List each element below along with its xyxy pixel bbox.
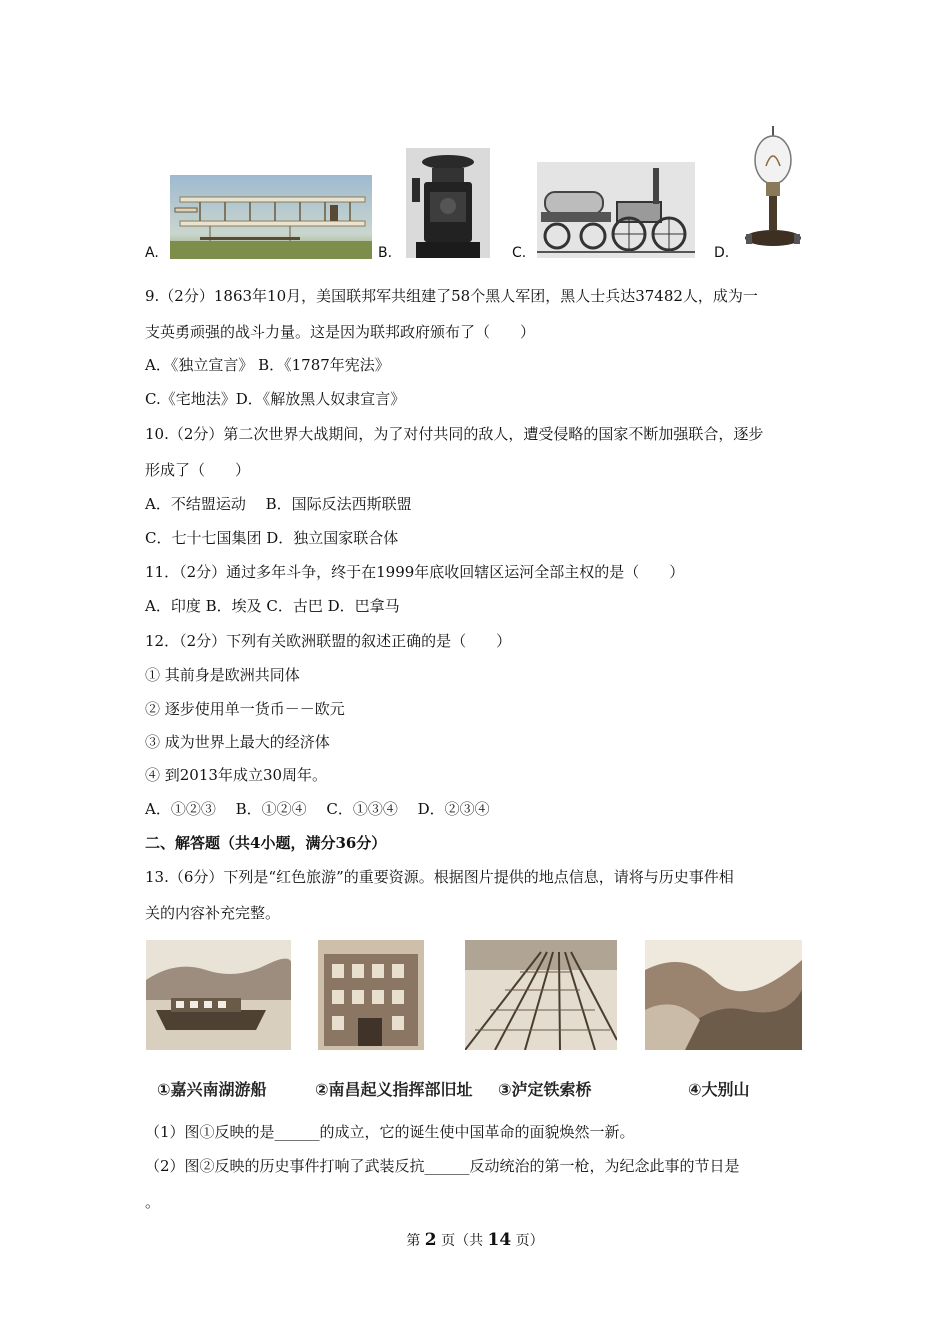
image-caption-3: ③泸定铁索桥 — [498, 1080, 592, 1099]
q12-stem: 12．（2分）下列有关欧洲联盟的叙述正确的是（ ） — [145, 632, 512, 650]
dabie-mountain-image — [645, 940, 802, 1050]
q12-options: A．①②③ B．①②④ C．①③④ D．②③④ — [145, 800, 490, 818]
telephone-image — [406, 148, 490, 258]
luding-bridge-image — [465, 940, 617, 1050]
light-bulb-image — [742, 126, 804, 258]
page-footer — [0, 1230, 950, 1250]
q12-item-4: ④ 到2013年成立30周年。 — [145, 766, 328, 784]
locomotive-image — [537, 162, 695, 258]
image-caption-2: ②南昌起义指挥部旧址 — [315, 1080, 473, 1099]
q9-options-cd: C.《宅地法》D．《解放黑人奴隶宣言》 — [145, 390, 406, 408]
image-caption-1: ①嘉兴南湖游船 — [157, 1080, 267, 1099]
q12-item-2: ② 逐步使用单一货币－－欧元 — [145, 700, 345, 718]
footer-suffix: 页） — [515, 1233, 544, 1249]
nanchang-building-image — [318, 940, 424, 1050]
q11-stem: 11．（2分）通过多年斗争，终于在1999年底收回辖区运河全部主权的是（ ） — [145, 563, 685, 581]
q9-options-ab: A．《独立宣言》 B．《1787年宪法》 — [145, 356, 390, 374]
q9-stem-line1: 9.（2分）1863年10月，美国联邦军共组建了58个黑人军团，黑人士兵达37482人，成为一 — [145, 287, 758, 305]
jiaxing-boat-image — [146, 940, 291, 1050]
q13-stem-line2: 关的内容补充完整。 — [145, 904, 281, 922]
q10-options-cd: C．七十七国集团 D．独立国家联合体 — [145, 529, 399, 547]
q8-option-c-label: C. — [512, 245, 527, 261]
q10-options-ab: A．不结盟运动 B．国际反法西斯联盟 — [145, 495, 412, 513]
q10-stem-line2: 形成了（ ） — [145, 461, 251, 479]
q9-stem-line2: 支英勇顽强的战斗力量。这是因为联邦政府颁布了（ ） — [145, 323, 536, 341]
airplane-image — [170, 175, 372, 259]
q12-item-3: ③ 成为世界上最大的经济体 — [145, 733, 330, 751]
image-caption-4: ④大别山 — [688, 1080, 750, 1099]
q8-option-a-label: A. — [145, 245, 159, 261]
q10-stem-line1: 10.（2分）第二次世界大战期间，为了对付共同的敌人，遭受侵略的国家不断加强联合，逐步 — [145, 425, 764, 443]
q8-option-d-label: D. — [714, 245, 730, 261]
q13-sub-question-1: （1）图①反映的是______的成立，它的诞生使中国革命的面貌焕然一新。 — [145, 1123, 635, 1141]
q13-sub-question-2-end: 。 — [145, 1193, 161, 1211]
q8-option-b-label: B. — [378, 245, 393, 261]
q12-item-1: ① 其前身是欧洲共同体 — [145, 666, 300, 684]
total-page-count: 14 — [487, 1230, 512, 1250]
q13-sub-question-2: （2）图②反映的历史事件打响了武装反抗______反动统治的第一枪，为纪念此事的节日是 — [145, 1157, 740, 1175]
footer-prefix: 第 — [406, 1233, 421, 1249]
q13-stem-line1: 13.（6分）下列是“红色旅游”的重要资源。根据图片提供的地点信息，请将与历史事件相 — [145, 868, 734, 886]
q11-options: A．印度 B．埃及 C．古巴 D．巴拿马 — [145, 597, 400, 615]
footer-middle: 页（共 — [441, 1233, 484, 1249]
current-page-number: 2 — [424, 1230, 437, 1250]
section-heading: 二、解答题（共4小题，满分36分） — [145, 834, 387, 852]
